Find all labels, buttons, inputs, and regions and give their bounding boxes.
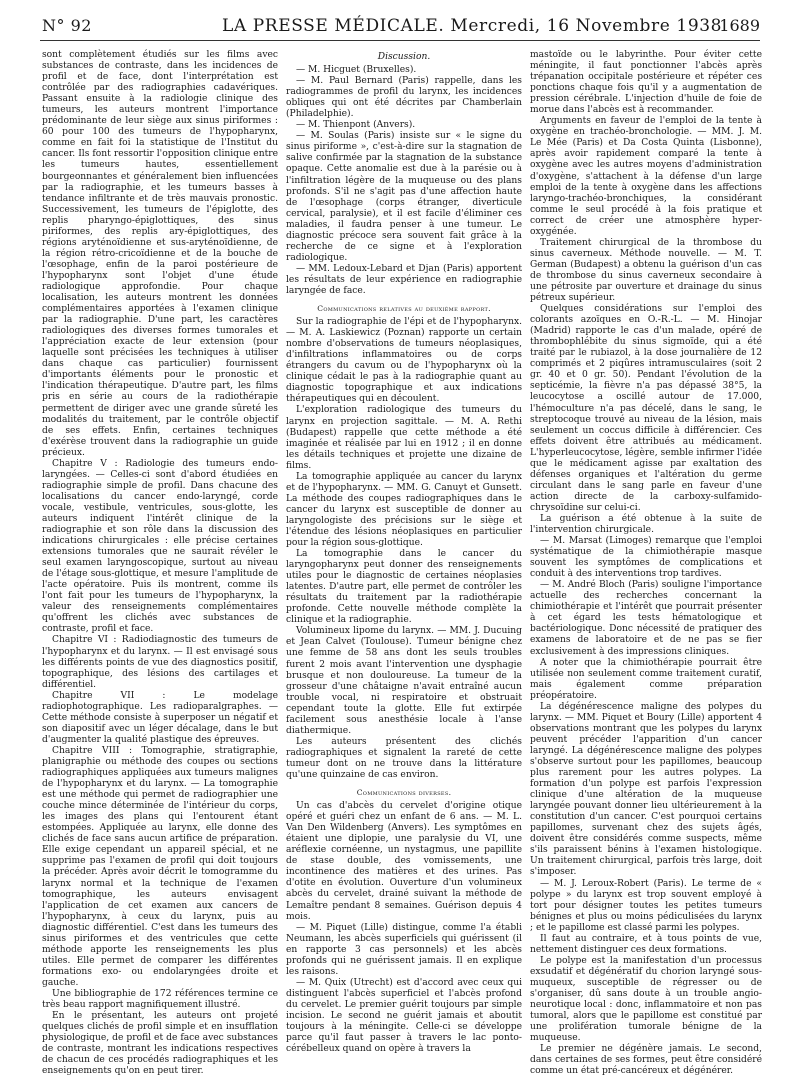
paragraph: — M. Quix (Utrecht) est d'accord avec ceux qui distinguent l'abcès superficiel et l'abcès profond du cervelet. Le premier guérit toujours par simple incision. Le second ne guérit jamais et aboutit toujours à la méningite. Celle-ci se développe parce qu'il faut passer à travers le lac ponto-cérébelleux quand on opère à travers la bbox=[286, 977, 522, 1055]
paragraph: Il faut au contraire, et à tous points de vue, nettement distinguer ces deux formations. bbox=[530, 933, 762, 955]
paragraph: En le présentant, les auteurs ont projeté quelques clichés de profil simple et en insufflation physiologique, de profil et de face avec substances de contraste, montrant les indications respectives de chacun de ces procédés radiographiques et les enseignements qu'on en peut tirer. bbox=[42, 1011, 278, 1077]
paragraph: Chapitre VII : Le modelage radiophotographique. Les radioparalgraphes. — Cette méthode consiste à superposer un négatif et son diapositif avec un léger décalage, dans le but d'augmenter la qualité plastique des épreuves. bbox=[42, 690, 278, 745]
paragraph: La dégénérescence maligne des polypes du larynx. — MM. Piquet et Boury (Lille) apportent 4 observations montrant que les polypes du larynx peuvent précéder l'apparition d'un cancer laryngé. La dégénérescence maligne des polypes s'observe surtout pour les papillomes, beaucoup plus rarement pour les autres polypes. La formation d'un polype est parfois l'expression clinique d'une altération de la muqueuse laryngée pouvant donner lieu ultérieurement à la constitution d'un cancer. C'est pourquoi certains papillomes, survenant chez des sujets âgés, doivent être considérés comme suspects, même s'ils paraissent bénins à l'examen histologique. Un traitement chirurgical, parfois très large, doit s'imposer. bbox=[530, 701, 762, 878]
paragraph: L'exploration radiologique des tumeurs du larynx en projection sagittale. — M. A. Rethi (Budapest) rappelle que cette méthode a été imaginée et réalisée par lui en 1912 ; il en donne les détails techniques et projette une dizaine de films. bbox=[286, 405, 522, 471]
paragraph: La guérison a été obtenue à la suite de l'intervention chirurgicale. bbox=[530, 513, 762, 536]
paragraph: — M. Thienpont (Anvers). bbox=[296, 120, 416, 131]
page-number: 1689 bbox=[719, 16, 760, 35]
paragraph: — M. Soulas (Paris) insiste sur « le signe du sinus piriforme », c'est-à-dire sur la stagnation de salive confirmée par la stagnation de la substance opaque. Cette anomalie est due à la parésie ou à l'infiltration légère de la muqueuse ou des plans profonds. S'il ne s'agit pas d'une affection haute de l'œsophage (corps étranger, diverticule cervical, paralysie), et il est facile d'éliminer ces maladies, il faudra penser à une tumeur. Le diagnostic précoce sera souvent fait grâce à la recherche de ce signe et à l'exploration radiologique. bbox=[286, 131, 522, 263]
journal-title: LA PRESSE MÉDICALE. Mercredi, 16 Novembre 1938 bbox=[222, 16, 723, 36]
paragraph: Chapitre VIII : Tomographie, stratigraphie, planigraphie ou méthode des coupes ou sections radiographiques appliquées aux tumeurs malignes de l'hypopharynx et du larynx. — La tomographie est une méthode qui permet de radiographier une couche mince déterminée de l'intérieur du corps, les images des plans qui l'entourent étant estompées. Appliquée au larynx, elle donne des clichés de face sans aucun artifice de préparation. Elle exige cependant un appareil spécial, et ne supprime pas l'examen de profil qui doit toujours la précéder. Après avoir décrit le tomogramme du larynx normal et la technique de l'examen tomographique, les auteurs envisagent l'application de cet examen aux cancers de l'hypopharynx, à ceux du larynx, puis au diagnostic différentiel. C'est dans les tumeurs des sinus piriformes et des ventricules que cette méthode apporte les renseignements les plus utiles. Elle permet de comparer les différentes formations exo- ou endolaryngées droite et gauche. bbox=[42, 745, 278, 988]
paragraph: Quelques considérations sur l'emploi des colorants azoïques en O.-R.-L. — M. Hinojar (Madrid) rapporte le cas d'un malade, opéré de thrombophlébite du sinus sigmoïde, qui a été traité par le rubiazol, à la dose journalière de 12 comprimés et 2 piqûres intramusculaires (soit 2 gr. 40 et 0 gr. 50). Pendant l'évolution de la septicémie, la fièvre n'a pas dépassé 38°5, la leucocytose a oscillé autour de 17.000, l'hémoculture n'a pas décelé, dans le sang, le streptocoque trouvé au niveau de la lésion, mais seulement un coccus difficile à différencier. Ces effets doivent être attribués au médicament. L'hyperleucocytose, légère, semble infirmer l'idée que le médicament agisse par exaltation des défenses organiques et l'altération du germe circulant dans le sang parle en faveur d'une action directe de la carboxy-sulfamido-chrysoïdine sur celui-ci. bbox=[530, 304, 762, 513]
paragraph: — M. Marsat (Limoges) remarque que l'emploi systématique de la chimiothérapie masque souvent les symptômes de complications et conduit à des interventions trop tardives. bbox=[530, 536, 762, 580]
paragraph: — M. Hicguet (Bruxelles). bbox=[296, 65, 417, 76]
paragraph: — M. J. Leroux-Robert (Paris). Le terme de « polype » du larynx est trop souvent employé à tort pour désigner toutes les petites tumeurs bénignes et plus ou moins pédiculisées du larynx ; et le papillome est classé parmi les polypes. bbox=[530, 878, 762, 933]
paragraph: Volumineux lipome du larynx. — MM. J. Ducuing et Jean Calvet (Toulouse). Tumeur bénigne chez une femme de 58 ans dont les seuls troubles furent 2 mois avant l'intervention une dysphagie brusque et non douloureuse. La tumeur de la grosseur d'une châtaigne n'avait entraîné aucun trouble vocal, ni respiratoire et obstruait cependant toute la glotte. Elle fut extirpée facilement sous anesthésie locale à l'anse diathermique. bbox=[286, 626, 522, 736]
column-1 bbox=[42, 50, 278, 1077]
paragraph: Chapitre V : Radiologie des tumeurs endo-laryngées. — Celles-ci sont d'abord étudiées en radiographie simple de profil. Dans chacune des localisations du cancer endo-laryngé, corde vocale, vestibule, ventricules, sous-glotte, les auteurs indiquent l'intérêt clinique de la radiographie et son rôle dans la discussion des indications chirurgicales : elle précise certaines extensions tumorales que ne saurait révéler le seul examen laryngoscopique, surtout au niveau de l'étage sous-glottique, et mesure l'amplitude de l'acte opératoire. Puis ils montrent, comme ils l'ont fait pour les tumeurs de l'hypopharynx, la valeur des renseignements complémentaires qu'offrent les clichés avec substances de contraste, profil et face. bbox=[42, 458, 278, 635]
paragraph: — MM. Ledoux-Lebard et Djan (Paris) apportent les résultats de leur expérience en radiographie laryngée de face. bbox=[286, 263, 522, 296]
section-heading: Communications relatives au deuxième rapport. bbox=[317, 304, 491, 314]
paragraph: Une bibliographie de 172 références termine ce très beau rapport magnifiquement illustré. bbox=[42, 988, 278, 1011]
column-3 bbox=[530, 50, 762, 1077]
paragraph: Traitement chirurgical de la thrombose du sinus caverneux. Méthode nouvelle. — M. T. German (Budapest) a obtenu la guérison d'un cas de thrombose du sinus caverneux secondaire à une pétrosite par ouverture et drainage du sinus pétreux supérieur. bbox=[530, 237, 762, 304]
paragraph: Chapitre VI : Radiodiagnostic des tumeurs de l'hypopharynx et du larynx. — Il est envisagé sous les différents points de vue des diagnostics positif, topographique, des lésions des cartilages et différentiel. bbox=[42, 635, 278, 690]
paragraph: — M. André Bloch (Paris) souligne l'importance actuelle des recherches concernant la chimiothérapie et l'intérêt que pourrait présenter à cet égard les tests hématologique et bactériologique. Donc nécessité de pratiquer des examens de laboratoire et de ne pas se fier exclusivement à des impressions cliniques. bbox=[530, 580, 762, 657]
paragraph: — M. Paul Bernard (Paris) rappelle, dans les radiogrammes de profil du larynx, les incidences obliques qui ont été décrites par Chamberlain (Philadelphie). bbox=[286, 76, 522, 120]
paragraph: mastoïde ou le labyrinthe. Pour éviter cette méningite, il faut ponctionner l'abcès après trépanation occipitale postérieure et répéter ces ponctions chaque fois qu'il y a augmentation de pression cérébrale. L'injection d'huile de foie de morue dans l'abcès est à recommander. bbox=[530, 50, 762, 116]
column-2 bbox=[286, 50, 522, 1060]
paragraph: Sur la radiographie de l'épi et de l'hypopharynx. — M. A. Laskiewicz (Poznan) rapporte un certain nombre d'observations de tumeurs néoplasiques, d'infiltrations inflammatoires ou de corps étrangers du cavum ou de l'hypopharynx où la clinique cédait le pas à la radiographie quant au diagnostic topographique et aux indications thérapeutiques qui en découlent. bbox=[286, 317, 522, 405]
issue-number: N° 92 bbox=[42, 16, 92, 35]
paragraph: — M. Piquet (Lille) distingue, comme l'a établi Neumann, les abcès superficiels qui guérissent (il en rapporte 3 cas personnels) et les abcès profonds qui ne guérissent jamais. Il en explique les raisons. bbox=[286, 922, 522, 977]
discussion-heading: Discussion. bbox=[377, 52, 431, 62]
section-heading: Communications diverses. bbox=[356, 788, 452, 798]
paragraph: Le polype est la manifestation d'un processus exsudatif et dégénératif du chorion laryngé sous-muqueux, susceptible de régresser ou de s'organiser, dû sans doute à un trouble angio-neurotique local : donc, inflammatoire et non pas tumoral, alors que le papillome est constitué par une prolifération tumorale bénigne de la muqueuse. bbox=[530, 955, 762, 1044]
paragraph: Un cas d'abcès du cervelet d'origine otique opéré et guéri chez un enfant de 6 ans. — M. L. Van Den Wildenberg (Anvers). Les symptômes en étaient une diplopie, une paralysie du VI, une aréflexie cornéenne, un nystagmus, une papillite de stase double, des vomissements, une incontinence des matières et des urines. Pas d'otite en évolution. Ouverture d'un volumineux abcès du cervelet, drainé suivant la méthode de Lemaître pendant 8 semaines. Guérison depuis 4 mois. bbox=[286, 801, 522, 922]
paragraph: sont complètement étudiés sur les films avec substances de contraste, dans les incidences de profil et de face, dont l'interprétation est contrôlée par des radiographies cadavériques. Passant ensuite à la radiologie clinique des tumeurs, les auteurs montrent l'importance prédominante de leur siège aux sinus piriformes : 60 pour 100 des tumeurs de l'hypopharynx, comme en fait foi la statistique de l'Institut du cancer. Ils font ressortir l'opposition clinique entre les tumeurs hautes, essentiellement bourgeonnantes et généralement bien influencées par la radiographie, et les tumeurs basses à tendance infiltrante et de très mauvais pronostic. Successivement, les tumeurs de l'épiglotte, des replis pharyngo-épiglottiques, des sinus piriformes, des replis ary-épiglottiques, des régions aryténoïdienne et sus-aryténoïdienne, de la région rétro-cricoïdienne et de la bouche de l'œsophage, enfin de la paroi postérieure de l'hypopharynx sont l'objet d'une étude radiologique approfondie. Pour chaque localisation, les auteurs montrent les données complémentaires apportées à l'examen clinique par la radiographie. D'une part, les caractères radiologiques des diverses formes tumorales et l'appréciation exacte de leur extension (pour laquelle sont précisées les techniques à utiliser dans chaque cas particulier) fournissent d'importants éléments pour le pronostic et l'indication thérapeutique. D'autre part, les films pris en série au cours de la radiothérapie permettent de diriger avec une grande sûreté les modalités du traitement, par le contrôle objectif de ses effets. Enfin, certaines techniques d'exérèse trouvent dans la radiographie un guide précieux. bbox=[42, 50, 278, 458]
paragraph: La tomographie appliquée au cancer du larynx et de l'hypopharynx. — MM. G. Canuyt et Gunsett. La méthode des coupes radiographiques dans le cancer du larynx est susceptible de donner au laryngologiste des précisions sur le siège et l'étendue des lésions néoplasiques en particulier pour la région sous-glottique. bbox=[286, 471, 522, 549]
header-rule bbox=[40, 40, 760, 41]
masthead bbox=[0, 8, 800, 38]
paragraph: Les auteurs présentent des clichés radiographiques et signalent la rareté de cette tumeur dont on ne trouve dans la littérature qu'une quinzaine de cas environ. bbox=[286, 736, 522, 780]
paragraph: A noter que la chimiothérapie pourrait être utilisée non seulement comme traitement curatif, mais également comme préparation préopératoire. bbox=[530, 657, 762, 701]
paragraph: La tomographie dans le cancer du laryngopharynx peut donner des renseignements utiles pour le diagnostic de certaines néoplasies latentes. D'autre part, elle permet de contrôler les résultats du traitement par la radiothérapie profonde. Cette nouvelle méthode complète la clinique et la radiographie. bbox=[286, 549, 522, 626]
paragraph: Arguments en faveur de l'emploi de la tente à oxygène en trachéo-bronchologie. — MM. J. M. Le Mée (Paris) et Da Costa Quinta (Lisbonne), après avoir rapidement comparé la tente à oxygène avec les autres moyens d'administration d'oxygène, s'attachent à la défense d'un large emploi de la tente à oxygène dans les affections laryngo-trachéo-bronchiques, la considérant comme le seul procédé à la fois pratique et correct de créer une atmosphère hyper-oxygénée. bbox=[530, 116, 762, 237]
paragraph: Le premier ne dégénère jamais. Le second, dans certaines de ses formes, peut être considéré comme un état pré-cancéreux et dégénérer. bbox=[530, 1044, 762, 1077]
